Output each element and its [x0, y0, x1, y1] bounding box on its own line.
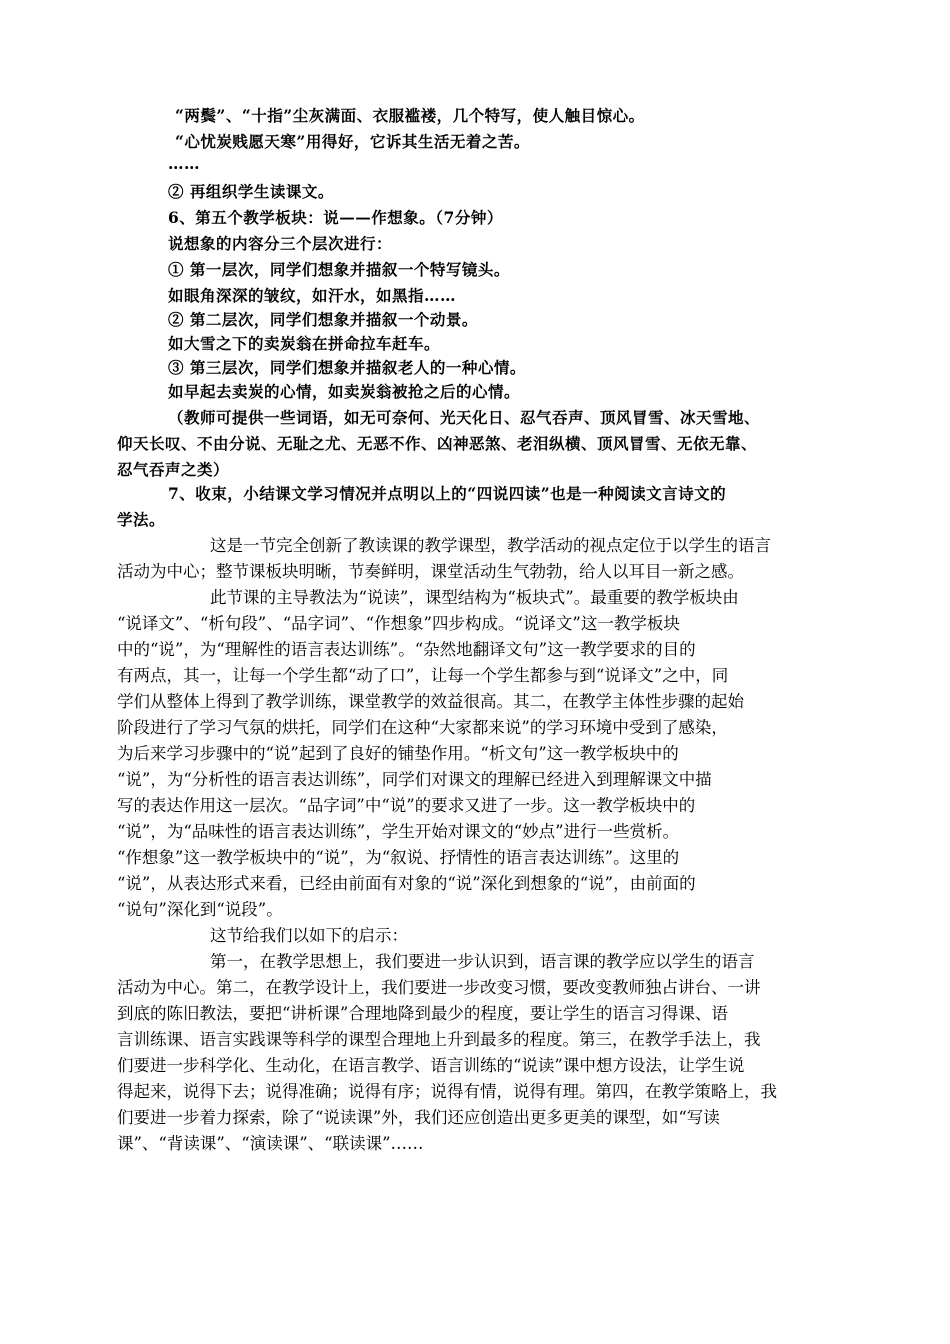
text-line: 如早起去卖炭的心情，如卖炭翁被抢之后的心情。: [168, 382, 521, 401]
text-line: 写的表达作用这一层次。“品字词”中“说”的要求又进了一步。这一教学板块中的: [117, 796, 696, 815]
text-line: 到底的陈旧教法，要把“讲析课”合理地降到最少的程度，要让学生的语言习得课、语: [117, 1004, 728, 1023]
text-line: 仰天长叹、不由分说、无耻之尤、无恶不作、凶神恶煞、老泪纵横、顶风冒雪、无依无靠、: [117, 434, 758, 453]
text-line: “说”，为“品味性的语言表达训练”，学生开始对课文的“妙点”进行一些赏析。: [117, 822, 680, 841]
text-line: 这是一节完全创新了教读课的教学课型，教学活动的视点定位于以学生的语言: [210, 536, 771, 555]
section-heading: 6、第五个教学板块：说——作想象。（7分钟）: [168, 208, 503, 227]
text-line: 如大雪之下的卖炭翁在拼命拉车赶车。: [168, 334, 441, 353]
text-line: “说句”深化到“说段”。: [117, 900, 283, 919]
text-line: ……: [168, 154, 200, 173]
text-line: 活动为中心。第二，在教学设计上，我们要进一步改变习惯，要改变教师独占讲台、一讲: [117, 978, 761, 997]
list-item: ② 第二层次，同学们想象并描叙一个动景。: [168, 310, 478, 329]
text-line: 忍气吞声之类）: [117, 460, 230, 479]
text-line: “说译文”、“析句段”、“品字词”、“作想象”四步构成。“说译文”这一教学板块: [117, 614, 680, 633]
text-line: 学法。: [117, 510, 166, 529]
list-item: ① 第一层次，同学们想象并描叙一个特写镜头。: [168, 260, 510, 279]
text-line: “说”，为“分析性的语言表达训练”，同学们对课文的理解已经进入到理解课文中描: [117, 770, 712, 789]
text-line: “两鬓”、“十指”尘灰满面、衣服褴褛，几个特写，使人触目惊心。: [175, 106, 645, 125]
text-line: 第一，在教学思想上，我们要进一步认识到，语言课的教学应以学生的语言: [210, 952, 755, 971]
text-line: ② 再组织学生读课文。: [168, 182, 334, 201]
text-line: 如眼角深深的皱纹，如汗水，如黑指……: [168, 286, 457, 305]
text-line: 中的“说”，为“理解性的语言表达训练”。“杂然地翻译文句”这一教学要求的目的: [117, 640, 696, 659]
text-line: 学们从整体上得到了教学训练，课堂教学的效益很高。其二，在教学主体性步骤的起始: [117, 692, 744, 711]
text-line: 这节给我们以如下的启示：: [210, 926, 408, 945]
text-line: 活动为中心；整节课板块明晰，节奏鲜明，课堂活动生气勃勃，给人以耳目一新之感。: [117, 562, 744, 581]
text-line: （教师可提供一些词语，如无可奈何、光天化日、忍气吞声、顶风冒雪、冰天雪地、: [168, 408, 761, 427]
text-line: 们要进一步科学化、生动化，在语言教学、语言训练的“说读”课中想方设法，让学生说: [117, 1056, 745, 1075]
text-line: 说想象的内容分三个层次进行：: [168, 234, 393, 253]
text-line: 此节课的主导教法为“说读”，课型结构为“板块式”。最重要的教学板块由: [210, 588, 739, 607]
text-line: 为后来学习步骤中的“说”起到了良好的铺垫作用。“析文句”这一教学板块中的: [117, 744, 679, 763]
text-line: 们要进一步着力探索，除了“说读课”外，我们还应创造出更多更美的课型，如“写读: [117, 1108, 720, 1127]
text-line: 阶段进行了学习气氛的烘托，同学们在这种“大家都来说”的学习环境中受到了感染，: [117, 718, 728, 737]
text-line: 得起来，说得下去；说得准确；说得有序；说得有情，说得有理。第四，在教学策略上，我: [117, 1082, 777, 1101]
text-line: 课”、“背读课”、“演读课”、“联读课”……: [117, 1134, 424, 1153]
text-line: “说”，从表达形式来看，已经由前面有对象的“说”深化到想象的“说”，由前面的: [117, 874, 696, 893]
section-heading: 7、收束，小结课文学习情况并点明以上的“四说四读”也是一种阅读文言诗文的: [168, 484, 727, 503]
text-line: 有两点，其一，让每一个学生都“动了口”，让每一个学生都参与到“说译文”之中，同: [117, 666, 729, 685]
text-line: “作想象”这一教学板块中的“说”，为“叙说、抒情性的语言表达训练”。这里的: [117, 848, 680, 867]
text-line: “心忧炭贱愿天寒”用得好，它诉其生活无着之苦。: [175, 132, 530, 151]
list-item: ③ 第三层次，同学们想象并描叙老人的一种心情。: [168, 358, 526, 377]
text-line: 言训练课、语言实践课等科学的课型合理地上升到最多的程度。第三，在教学手法上，我: [117, 1030, 761, 1049]
